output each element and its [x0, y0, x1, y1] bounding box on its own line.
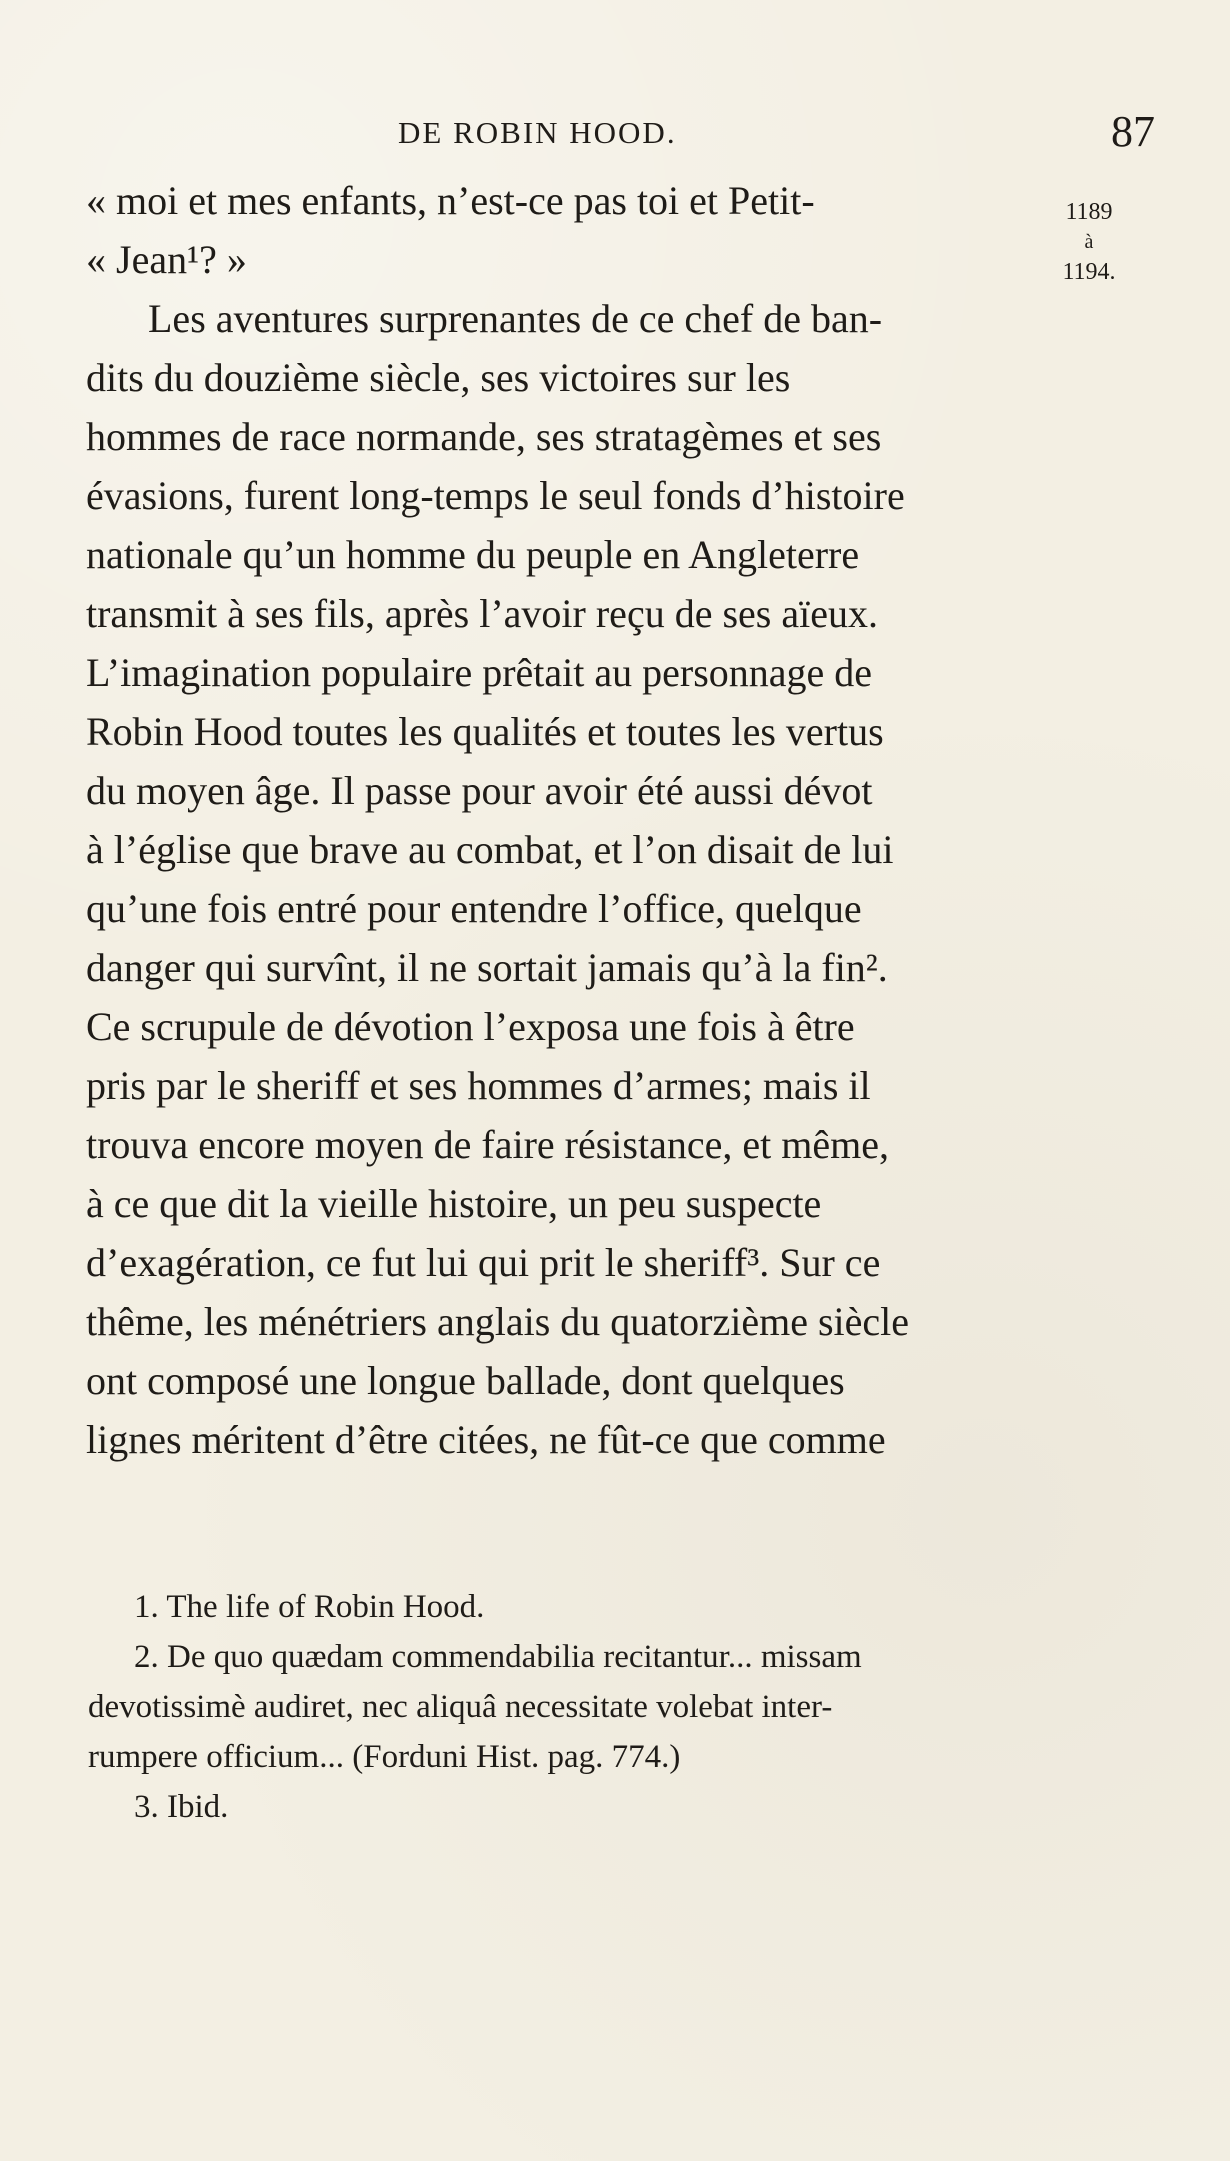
body-line: dits du douzième siècle, ses victoires sur les — [86, 355, 791, 400]
body-line: « moi et mes enfants, n’est-ce pas toi et Petit- — [86, 178, 815, 223]
body-line: évasions, furent long-temps le seul fonds d’histoire — [86, 473, 905, 518]
body-line: thême, les ménétriers anglais du quatorzième siècle — [86, 1299, 910, 1344]
body-line: Ce scrupule de dévotion l’exposa une fois à être — [86, 1004, 855, 1049]
page-number: 87 — [1111, 107, 1155, 156]
body-line: transmit à ses fils, après l’avoir reçu de ses aïeux. — [86, 591, 878, 636]
body-line: qu’une fois entré pour entendre l’office, quelque — [86, 886, 862, 931]
body-line: nationale qu’un homme du peuple en Angleterre — [86, 532, 860, 577]
margin-date-connector: à — [1084, 231, 1094, 253]
margin-date — [1049, 197, 1129, 287]
body-line: du moyen âge. Il passe pour avoir été aussi dévot — [86, 768, 873, 813]
footnote-line: 1. The life of Robin Hood. — [134, 1589, 485, 1625]
body-line: d’exagération, ce fut lui qui prit le sheriff³. Sur ce — [86, 1240, 881, 1285]
footnote-line: rumpere officium... (Forduni Hist. pag. 774.) — [88, 1739, 681, 1775]
footnote-line: devotissimè audiret, nec aliquâ necessitate volebat inter- — [88, 1689, 833, 1725]
margin-date-end: 1194. — [1062, 259, 1116, 285]
body-line: Robin Hood toutes les qualités et toutes les vertus — [86, 709, 884, 754]
footnote-line: 2. De quo quædam commendabilia recitantur... missam — [134, 1639, 862, 1675]
footnote-line: 3. Ibid. — [134, 1789, 229, 1825]
body-line: danger qui survînt, il ne sortait jamais qu’à la fin². — [86, 945, 888, 990]
body-line: à l’église que brave au combat, et l’on disait de lui — [86, 827, 894, 872]
body-line: hommes de race normande, ses stratagèmes et ses — [86, 414, 882, 459]
running-head: DE ROBIN HOOD. — [398, 115, 677, 150]
body-line: « Jean¹? » — [86, 237, 247, 282]
body-line: pris par le sheriff et ses hommes d’armes; mais il — [86, 1063, 871, 1108]
body-line: à ce que dit la vieille histoire, un peu suspecte — [86, 1181, 822, 1226]
body-line: trouva encore moyen de faire résistance, et même, — [86, 1122, 889, 1167]
body-line: ont composé une longue ballade, dont quelques — [86, 1358, 845, 1403]
margin-date-start: 1189 — [1065, 199, 1113, 225]
body-line: Les aventures surprenantes de ce chef de ban- — [148, 296, 883, 341]
body-line: lignes méritent d’être citées, ne fût-ce que comme — [86, 1417, 886, 1462]
body-line: L’imagination populaire prêtait au personnage de — [86, 650, 873, 695]
